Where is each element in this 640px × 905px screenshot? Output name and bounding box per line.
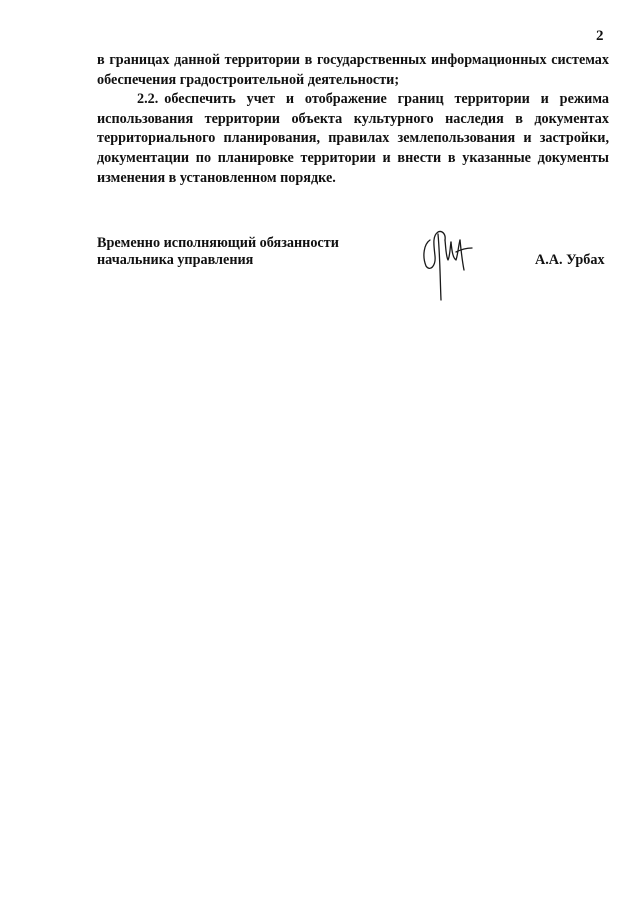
document-body (97, 51, 609, 188)
signer-name: А.А. Урбах (535, 252, 605, 268)
list-item-number: 2.2. (137, 91, 159, 108)
signer-position (97, 235, 339, 269)
page-number: 2 (596, 28, 604, 44)
list-item-2-2 (97, 90, 609, 188)
list-item-text: обеспечить учет и отображение границ территории и режима использования территории объекта культурного наследия в документах территориального планирования, правилах землепользования и застройки, документации по планировке территории и внести в указанные документы изменения в установленном порядке. (97, 91, 609, 186)
signer-position-line-2: начальника управления (97, 252, 254, 268)
handwritten-signature (420, 226, 478, 306)
continuation-paragraph: в границах данной территории в государственных информационных системах обеспечения градостроительной деятельности; (97, 52, 609, 88)
signer-position-line-1: Временно исполняющий обязанности (97, 235, 339, 251)
